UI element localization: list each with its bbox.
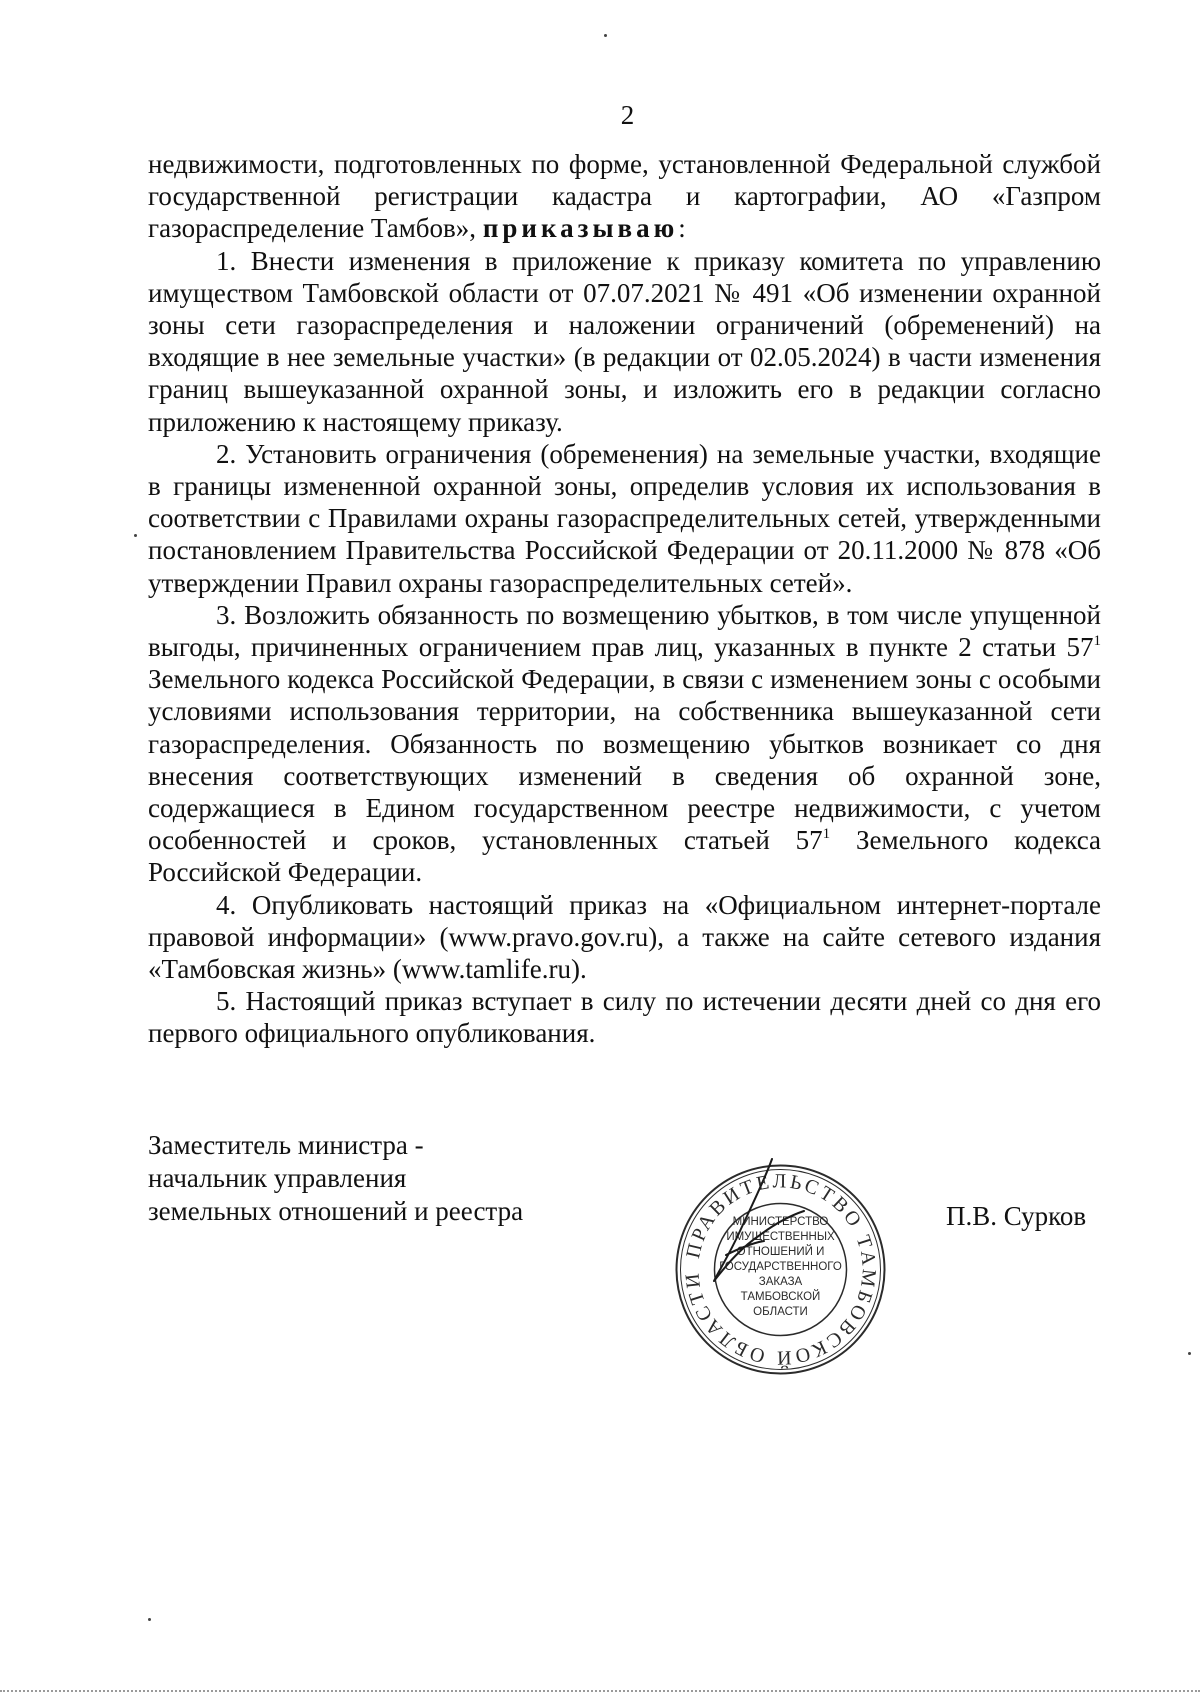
order-keyword: приказываю xyxy=(482,213,679,244)
intro-paragraph xyxy=(148,148,1101,245)
item-3-superscript-1: 1 xyxy=(1093,633,1101,650)
item-3-superscript-2: 1 xyxy=(822,826,831,843)
scan-speck xyxy=(604,34,607,37)
position-line-3: земельных отношений и реестра xyxy=(148,1196,524,1226)
item-4: 4. Опубликовать настоящий приказ на «Официальном интернет-портале правовой информации» (www.pravo.gov.ru), а также на сайте сетевого издания «Тамбовская жизнь» (www.tamlife.ru). xyxy=(148,889,1101,985)
scan-edge xyxy=(0,1690,1200,1692)
page-number: 2 xyxy=(620,100,635,130)
seal-ring-textpath: ПРАВИТЕЛЬСТВО ТАМБОВСКОЙ ОБЛАСТИ xyxy=(681,1170,881,1369)
seal-line-4: ГОСУДАРСТВЕННОГО xyxy=(719,1261,842,1273)
intro-colon: : xyxy=(678,213,686,244)
seal-line-3: ОТНОШЕНИЙ И xyxy=(736,1246,825,1258)
seal-line-2: ИМУЩЕСТВЕННЫХ xyxy=(726,1231,835,1243)
position-line-1: Заместитель министра - xyxy=(148,1130,424,1160)
signatory-name: П.В. Сурков xyxy=(946,1201,1087,1231)
scan-speck xyxy=(148,1618,151,1621)
seal-line-6: ТАМБОВСКОЙ xyxy=(740,1291,821,1303)
intro-text: недвижимости, подготовленных по форме, установленной Федеральной службой государственной регистрации кадастра и картографии, АО «Газпром газораспределение Тамбов», xyxy=(148,149,1101,244)
item-5: 5. Настоящий приказ вступает в силу по истечении десяти дней со дня его первого официального опубликования. xyxy=(148,986,1101,1049)
item-3 xyxy=(148,599,1101,889)
scan-speck xyxy=(134,534,137,537)
seal-line-1: МИНИСТЕРСТВО xyxy=(732,1216,829,1228)
item-3-part-2: Земельного кодекса Российской Федерации, в связи с изменением зоны с особыми условиями использования территории, на собственника вышеуказанной сети газораспределения. Обязанность по возмещению убытков возникает со дня внесения соответствующих изменений в сведения об охранной зоне, содержащиеся в Едином государственном реестре недвижимости, с учетом особенностей и сроков, установленных статьей 57 xyxy=(148,664,1101,856)
official-seal xyxy=(668,1157,893,1382)
seal-line-7: ОБЛАСТИ xyxy=(753,1306,808,1318)
signatory-position xyxy=(148,1129,523,1228)
item-2: 2. Установить ограничения (обременения) на земельные участки, входящие в границы измененной охранной зоны, определив условия их использования в соответствии с Правилами охраны газораспределительных сетей, утвержденными постановлением Правительства Российской Федерации от 20.11.2000 № 878 «Об утверждении Правил охраны газораспределительных сетей». xyxy=(148,438,1101,598)
position-line-2: начальник управления xyxy=(148,1163,407,1193)
item-3-part-3: Земельного кодекса Российской Федерации. xyxy=(148,825,1101,888)
scan-speck xyxy=(1188,1352,1191,1355)
order-body xyxy=(148,148,1101,1050)
item-1: 1. Внести изменения в приложение к приказу комитета по управлению имуществом Тамбовской области от 07.07.2021 № 491 «Об изменении охранной зоны сети газораспределения и наложении ограничений (обременений) на входящие в нее земельные участки» (в редакции от 02.05.2024) в части изменения границ вышеуказанной охранной зоны, и изложить его в редакции согласно приложению к настоящему приказу. xyxy=(148,245,1101,437)
item-3-part-1: 3. Возложить обязанность по возмещению убытков, в том числе упущенной выгоды, причиненных ограничением прав лиц, указанных в пункте 2 статьи 57 xyxy=(148,599,1101,663)
seal-line-5: ЗАКАЗА xyxy=(758,1276,803,1288)
